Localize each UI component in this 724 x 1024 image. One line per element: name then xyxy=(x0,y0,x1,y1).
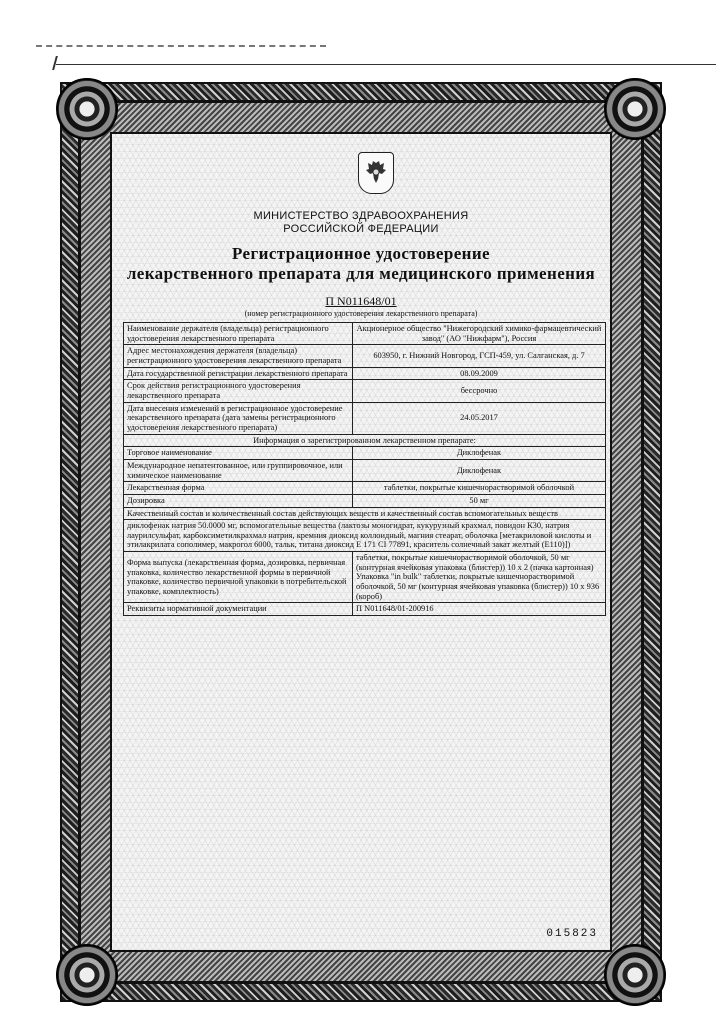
ministry-name-line1: МИНИСТЕРСТВО ЗДРАВООХРАНЕНИЯ xyxy=(253,210,469,222)
info-section-header: Информация о зарегистрированном лекарственном препарате: xyxy=(124,434,606,447)
row-value: Диклофенак xyxy=(353,447,606,460)
table-row xyxy=(124,380,606,402)
table-row xyxy=(124,434,606,447)
certificate-ornamental-frame xyxy=(60,82,662,1002)
row-label: Дозировка xyxy=(124,494,353,507)
table-row xyxy=(124,402,606,434)
table-row xyxy=(124,459,606,481)
double-headed-eagle-icon xyxy=(364,159,388,187)
scan-dash-mark xyxy=(36,45,326,47)
table-row xyxy=(124,345,606,367)
row-label: Срок действия регистрационного удостоверения лекарственного препарата xyxy=(124,380,353,402)
table-row xyxy=(124,552,606,603)
table-row xyxy=(124,603,606,616)
certificate-title-line1: Регистрационное удостоверение xyxy=(232,244,490,263)
form-serial-number: 015823 xyxy=(546,928,598,940)
row-value: 603950, г. Нижний Новгород, ГСП-459, ул. Салганская, д. 7 xyxy=(353,345,606,367)
state-emblem-icon xyxy=(358,152,394,194)
row-label: Реквизиты нормативной документации xyxy=(124,603,353,616)
row-label: Дата государственной регистрации лекарственного препарата xyxy=(124,367,353,380)
certificate-title-line2: лекарственного препарата для медицинского применения xyxy=(126,264,596,283)
table-row xyxy=(124,507,606,520)
row-value: Диклофенак xyxy=(353,459,606,481)
table-row xyxy=(124,520,606,552)
table-row xyxy=(124,482,606,495)
row-value: Акционерное общество "Нижегородский химико-фармацевтический завод" (АО "Нижфарм"), Россия xyxy=(353,323,606,345)
ministry-name-line2: РОССИЙСКОЙ ФЕДЕРАЦИИ xyxy=(283,223,439,235)
row-value: 08.09.2009 xyxy=(353,367,606,380)
corner-rosette-icon xyxy=(604,944,666,1006)
certificate-paper xyxy=(110,132,612,952)
registration-number-caption: (номер регистрационного удостоверения лекарственного препарата) xyxy=(244,309,478,318)
scan-tick-mark xyxy=(52,56,58,70)
row-label: Наименование держателя (владельца) регистрационного удостоверения лекарственного препарата xyxy=(124,323,353,345)
row-value: таблетки, покрытые кишечнорастворимой оболочкой xyxy=(353,482,606,495)
registration-number: П N011648/01 xyxy=(325,294,397,308)
row-value: 24.05.2017 xyxy=(353,402,606,434)
corner-rosette-icon xyxy=(56,944,118,1006)
table-row xyxy=(124,447,606,460)
table-row xyxy=(124,367,606,380)
row-label: Дата внесения изменений в регистрационное удостоверение лекарственного препарата (дата замены регистрационного удостоверения лекарственного препарата) xyxy=(124,402,353,434)
row-label: Форма выпуска (лекарственная форма, дозировка, первичная упаковка, количество лекарственной формы в первичной упаковке, количество первичной упаковки в потребительской упаковке, комплектность) xyxy=(124,552,353,603)
row-value: П N011648/01-200916 xyxy=(353,603,606,616)
table-row xyxy=(124,323,606,345)
corner-rosette-icon xyxy=(604,78,666,140)
row-label: Торговое наименование xyxy=(124,447,353,460)
registration-table xyxy=(123,322,606,616)
row-label: Лекарственная форма xyxy=(124,482,353,495)
composition-text: диклофенак натрия 50.0000 мг, вспомогательные вещества (лактозы моногидрат, кукурузный крахмал, повидон К30, натрия лаурилсульфат, карбоксиметилкрахмал натрия, кремния диоксид коллоидный, магния стеарат, оболочка [метакриловой кислоты и этилакрилата сополимер, макрогол 6000, тальк, титана диоксид Е 171 CI 77891, краситель солнечный закат желтый (Е110)]) xyxy=(124,520,606,552)
scan-top-rule xyxy=(56,64,716,65)
corner-rosette-icon xyxy=(56,78,118,140)
row-value: таблетки, покрытые кишечнорастворимой оболочкой, 50 мг (контурная ячейковая упаковка (блистер)) 10 х 2 (пачка картонная) Упаковка "in bulk" таблетки, покрытые кишечнорастворимой оболочкой, 50 мг (контурная ячейковая упаковка (блистер)) 10 х 936 (короб) xyxy=(353,552,606,603)
table-row xyxy=(124,494,606,507)
composition-header: Качественный состав и количественный состав действующих веществ и качественный состав вспомогательных веществ xyxy=(124,507,606,520)
row-value: 50 мг xyxy=(353,494,606,507)
row-label: Адрес местонахождения держателя (владельца) регистрационного удостоверения лекарственного препарата xyxy=(124,345,353,367)
row-value: бессрочно xyxy=(353,380,606,402)
row-label: Международное непатентованное, или группировочное, или химическое наименование xyxy=(124,459,353,481)
